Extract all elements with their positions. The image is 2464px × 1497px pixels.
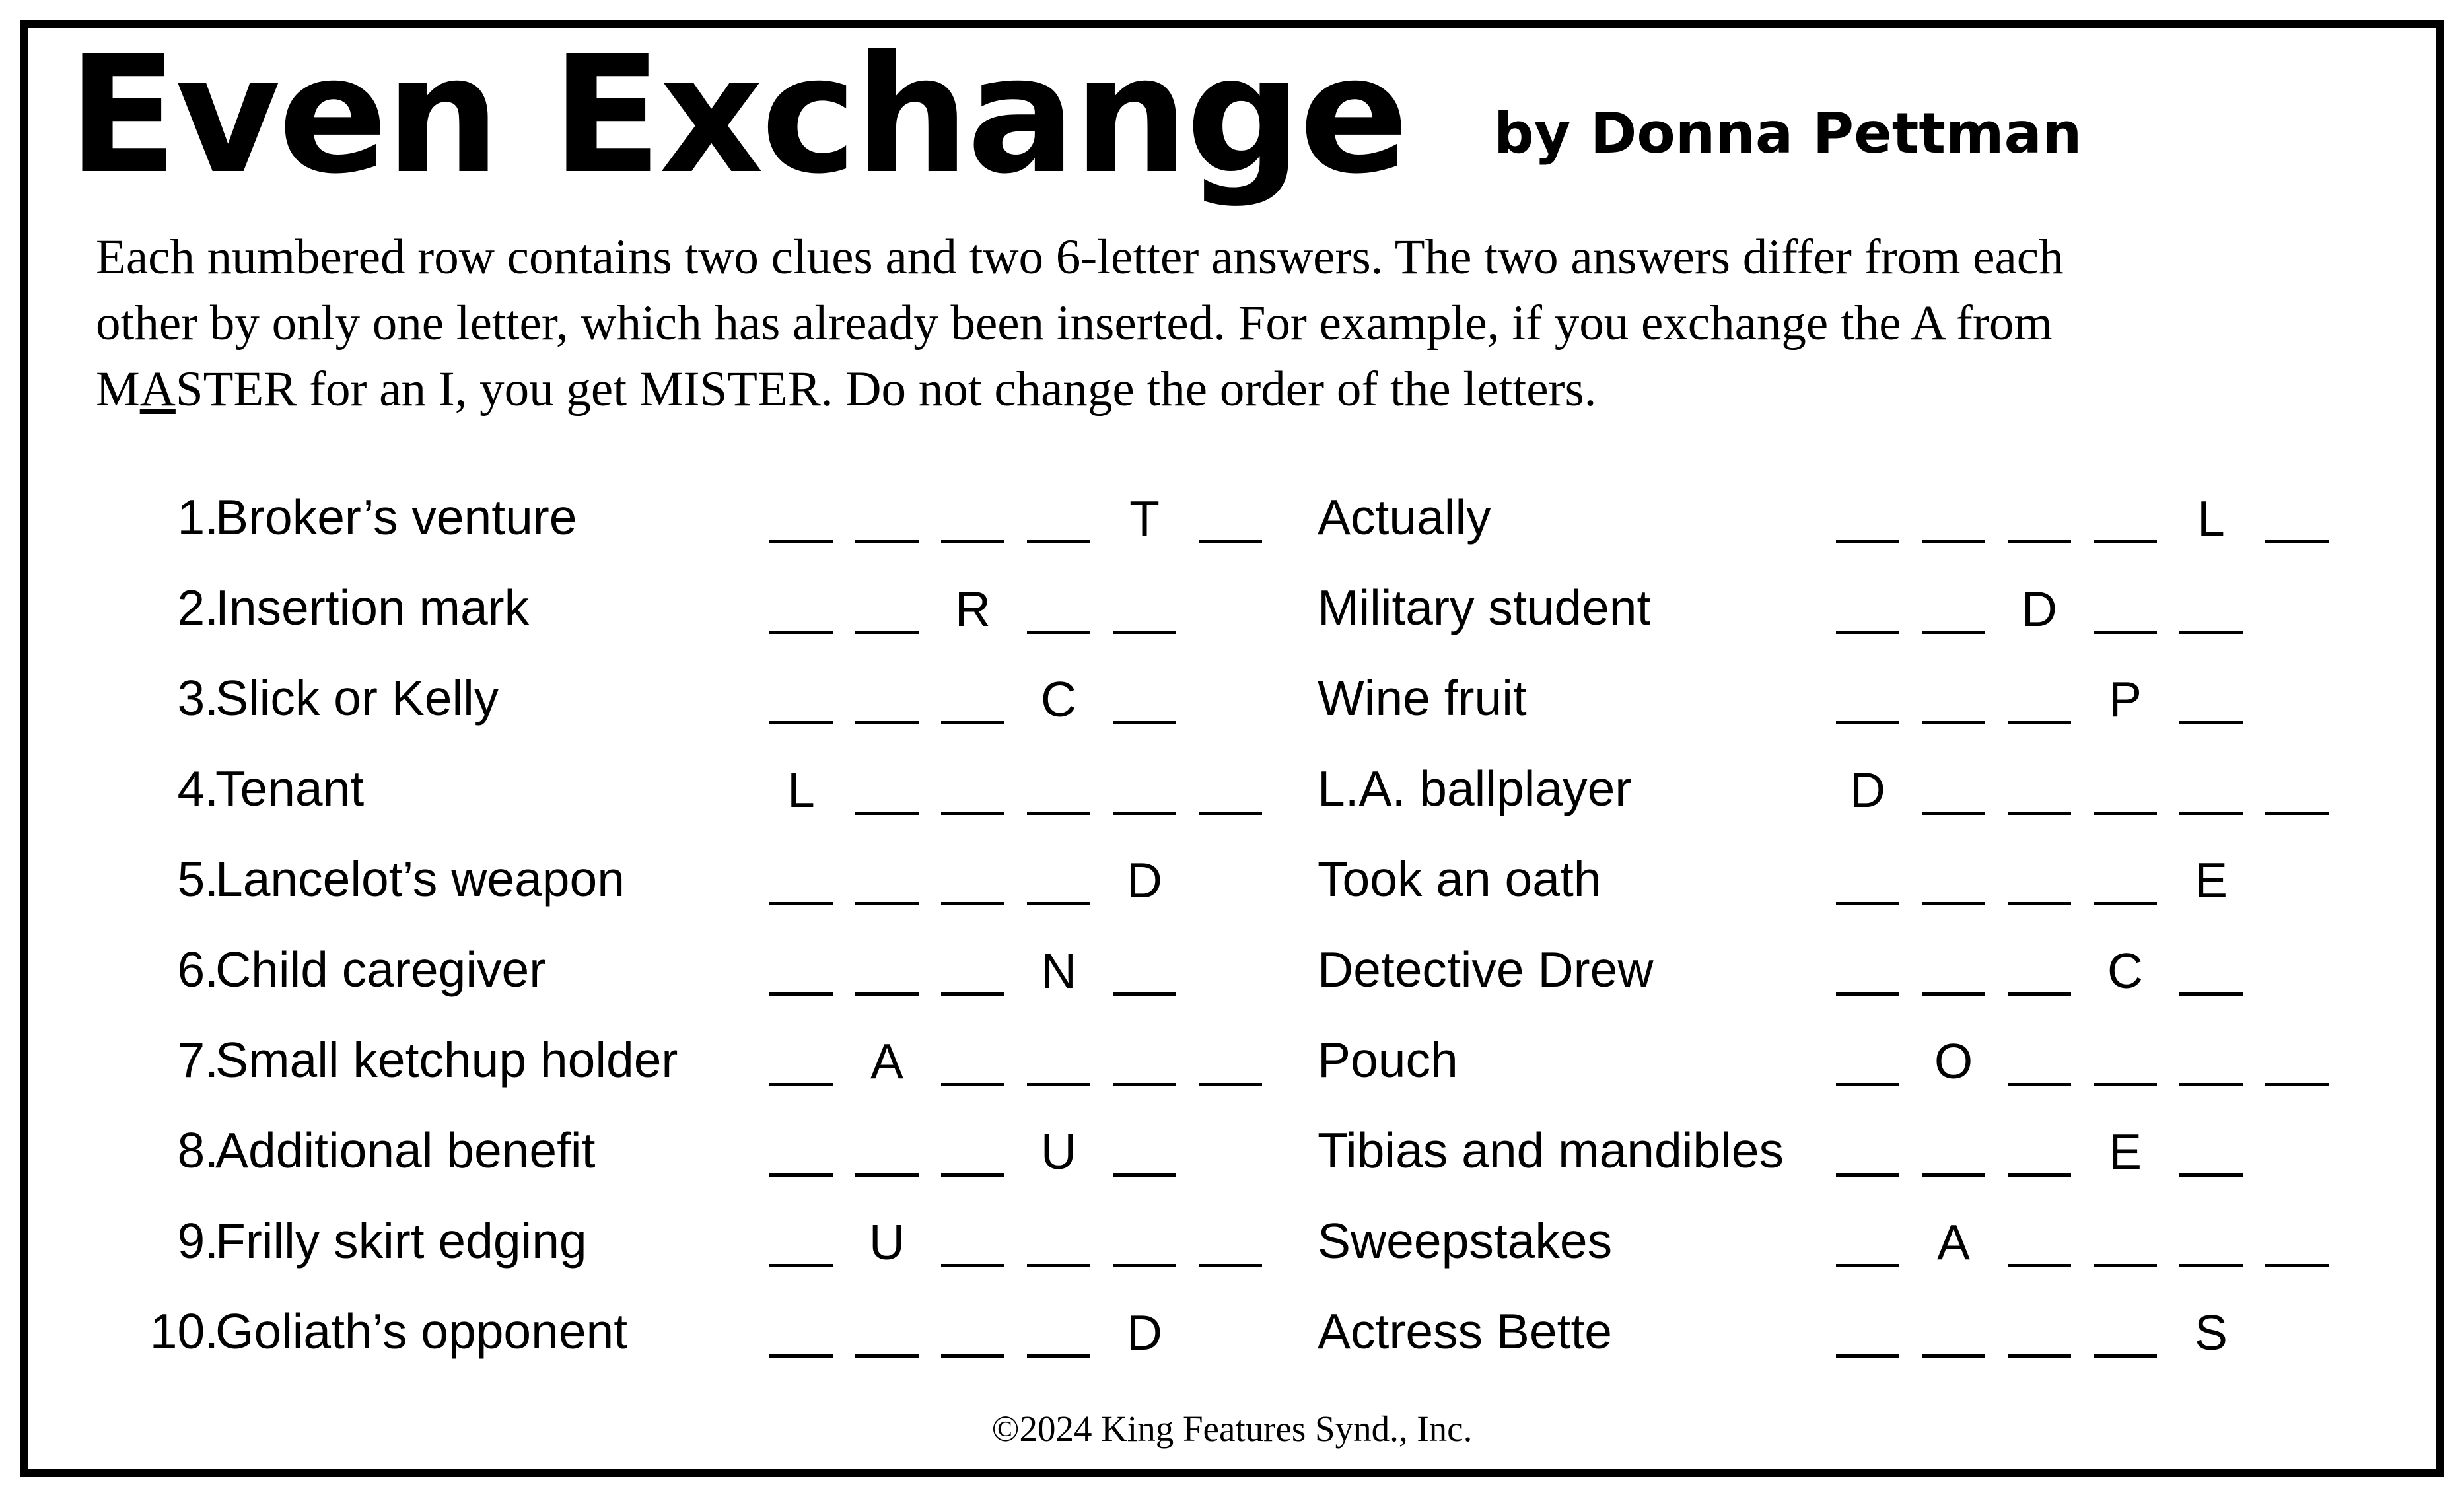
answer-blank[interactable]	[2094, 760, 2157, 815]
clue-right: Actress Bette	[1318, 1304, 1613, 1359]
answer-blank[interactable]	[1922, 851, 1985, 905]
answer-blank[interactable]	[2008, 941, 2071, 996]
answer-blank[interactable]	[2179, 1122, 2243, 1177]
answer-blank[interactable]	[1113, 670, 1176, 724]
row-number: 6.	[177, 942, 219, 997]
instructions	[96, 225, 2354, 423]
answer-blank[interactable]	[2179, 670, 2243, 724]
answer-blank[interactable]	[1922, 489, 1985, 543]
answer-blank[interactable]	[2179, 579, 2243, 634]
clue-right: Actually	[1318, 489, 1491, 545]
given-letter: D	[1126, 1305, 1163, 1360]
answer-blank[interactable]	[1113, 1122, 1176, 1177]
clue-left: Broker’s venture	[215, 489, 577, 545]
clue-right: Tibias and mandibles	[1318, 1123, 1784, 1178]
given-letter: P	[2108, 672, 2142, 727]
clue-row	[0, 1018, 2464, 1109]
answer-blank[interactable]	[1922, 941, 1985, 996]
answer-blank[interactable]	[1836, 489, 1899, 543]
answer-blank[interactable]	[769, 1212, 833, 1267]
answer-blank[interactable]	[1836, 670, 1899, 724]
clue-left: Additional benefit	[215, 1123, 596, 1178]
answer-blank[interactable]	[941, 1303, 1004, 1358]
answer-blank[interactable]	[1836, 579, 1899, 634]
answer-blank[interactable]	[1199, 1031, 1262, 1086]
answer-blank[interactable]	[1027, 1303, 1090, 1358]
puzzle-title: Even Exchange	[67, 21, 1407, 209]
answer-blank[interactable]	[2008, 1031, 2071, 1086]
given-letter: R	[954, 581, 991, 637]
clue-right: Military student	[1318, 580, 1651, 635]
copyright-footer: ©2024 King Features Synd., Inc.	[991, 1409, 1473, 1449]
answer-blank[interactable]	[2179, 1031, 2243, 1086]
given-letter: A	[1936, 1214, 1971, 1270]
answer-blank[interactable]	[769, 941, 833, 996]
answer-blank[interactable]	[2094, 851, 2157, 905]
answer-blank[interactable]	[941, 1122, 1004, 1177]
row-number: 4.	[177, 761, 219, 816]
answer-blank[interactable]	[769, 1031, 833, 1086]
answer-blank[interactable]	[2008, 670, 2071, 724]
given-letter: S	[2194, 1305, 2228, 1360]
answer-blank[interactable]	[1113, 579, 1176, 634]
given-letter: E	[2194, 853, 2228, 908]
row-number: 9.	[177, 1213, 219, 1269]
row-number: 2.	[177, 580, 219, 635]
answer-blank[interactable]	[2094, 579, 2157, 634]
answer-blank[interactable]	[2265, 760, 2329, 815]
answer-blank[interactable]	[1836, 941, 1899, 996]
answer-blank[interactable]	[941, 489, 1004, 543]
answer-blank[interactable]	[1113, 1031, 1176, 1086]
answer-blank[interactable]	[2179, 760, 2243, 815]
answer-blank[interactable]	[855, 579, 919, 634]
given-letter: T	[1129, 491, 1160, 546]
answer-blank[interactable]	[769, 1303, 833, 1358]
answer-blank[interactable]	[941, 941, 1004, 996]
answer-blank[interactable]	[1922, 1122, 1985, 1177]
instructions-line: Each numbered row contains two clues and two 6-letter answers. The two answers differ from each	[96, 230, 2064, 285]
answer-blank[interactable]	[1922, 760, 1985, 815]
answer-blank[interactable]	[2008, 1122, 2071, 1177]
clue-right: Pouch	[1318, 1032, 1458, 1088]
answer-blank[interactable]	[1113, 760, 1176, 815]
given-letter: E	[2108, 1124, 2142, 1179]
answer-blank[interactable]	[769, 489, 833, 543]
clue-right: Took an oath	[1318, 851, 1602, 907]
answer-blank[interactable]	[2265, 1031, 2329, 1086]
answer-blank[interactable]	[2179, 941, 2243, 996]
clue-left: Frilly skirt edging	[215, 1213, 587, 1269]
answer-blank[interactable]	[1836, 1303, 1899, 1358]
answer-blank[interactable]	[1027, 579, 1090, 634]
clue-left: Small ketchup holder	[215, 1032, 678, 1088]
clue-row	[0, 1199, 2464, 1290]
answer-blank[interactable]	[855, 489, 919, 543]
answer-blank[interactable]	[2094, 1212, 2157, 1267]
clue-row	[0, 1109, 2464, 1199]
answer-blank[interactable]	[1027, 489, 1090, 543]
given-letter: L	[787, 762, 815, 818]
clue-left: Slick or Kelly	[215, 670, 499, 726]
row-number: 1.	[177, 489, 219, 545]
answer-blank[interactable]	[1027, 1212, 1090, 1267]
answer-blank[interactable]	[1199, 489, 1262, 543]
answer-blank[interactable]	[2179, 1212, 2243, 1267]
answer-blank[interactable]	[1836, 1212, 1899, 1267]
answer-blank[interactable]	[941, 760, 1004, 815]
clue-left: Goliath’s opponent	[215, 1304, 628, 1359]
answer-blank[interactable]	[1922, 579, 1985, 634]
clue-left: Tenant	[215, 761, 365, 816]
given-letter: U	[1040, 1124, 1077, 1179]
clue-row	[0, 837, 2464, 928]
answer-blank[interactable]	[2265, 1212, 2329, 1267]
clue-left: Insertion mark	[215, 580, 530, 635]
answer-blank[interactable]	[2008, 760, 2071, 815]
given-letter: A	[870, 1033, 904, 1089]
given-letter: N	[1040, 943, 1077, 998]
given-letter: L	[2197, 491, 2225, 546]
given-letter: D	[2021, 581, 2058, 637]
row-number: 10.	[149, 1304, 219, 1359]
answer-blank[interactable]	[1113, 941, 1176, 996]
clue-right: Detective Drew	[1318, 942, 1654, 997]
clue-rows	[0, 475, 2464, 1380]
clue-row	[0, 475, 2464, 566]
clue-right: Wine fruit	[1318, 670, 1527, 726]
answer-blank[interactable]	[1199, 1212, 1262, 1267]
answer-blank[interactable]	[941, 851, 1004, 905]
answer-blank[interactable]	[1922, 1303, 1985, 1358]
answer-blank[interactable]	[855, 941, 919, 996]
answer-blank[interactable]	[1836, 1122, 1899, 1177]
answer-blank[interactable]	[2265, 489, 2329, 543]
clue-row	[0, 656, 2464, 747]
answer-blank[interactable]	[769, 579, 833, 634]
answer-blank[interactable]	[941, 1212, 1004, 1267]
answer-blank[interactable]	[2094, 489, 2157, 543]
answer-blank[interactable]	[1836, 1031, 1899, 1086]
instructions-text: STER for an I, you get MISTER. Do not change the order of the letters.	[175, 362, 1597, 417]
answer-blank[interactable]	[855, 1122, 919, 1177]
clue-left: Lancelot’s weapon	[215, 851, 625, 907]
answer-blank[interactable]	[1836, 851, 1899, 905]
answer-blank[interactable]	[2094, 1303, 2157, 1358]
answer-blank[interactable]	[769, 670, 833, 724]
answer-blank[interactable]	[2094, 1031, 2157, 1086]
answer-blank[interactable]	[941, 1031, 1004, 1086]
instructions-text: M	[96, 362, 140, 417]
answer-blank[interactable]	[1027, 760, 1090, 815]
row-number: 7.	[177, 1032, 219, 1088]
clue-right: L.A. ballplayer	[1318, 761, 1632, 816]
instructions-line	[96, 357, 2354, 423]
answer-blank[interactable]	[2008, 851, 2071, 905]
given-letter: C	[2107, 943, 2144, 998]
answer-blank[interactable]	[855, 1303, 919, 1358]
given-letter: O	[1934, 1033, 1973, 1089]
clue-right: Sweepstakes	[1318, 1213, 1613, 1269]
clue-row	[0, 928, 2464, 1018]
given-letter: D	[1849, 762, 1886, 818]
answer-blank[interactable]	[2008, 489, 2071, 543]
given-letter: U	[868, 1214, 905, 1270]
row-number: 5.	[177, 851, 219, 907]
answer-blank[interactable]	[941, 670, 1004, 724]
underlined-letter: A	[139, 362, 176, 417]
answer-blank[interactable]	[1199, 760, 1262, 815]
row-number: 3.	[177, 670, 219, 726]
instructions-line: other by only one letter, which has already been inserted. For example, if you exchange the A from	[96, 296, 2053, 351]
given-letter: C	[1040, 672, 1077, 727]
answer-blank[interactable]	[1027, 851, 1090, 905]
answer-blank[interactable]	[855, 760, 919, 815]
clue-row	[0, 566, 2464, 656]
given-letter: D	[1126, 853, 1163, 908]
answer-blank[interactable]	[855, 670, 919, 724]
clue-row	[0, 1290, 2464, 1380]
clue-left: Child caregiver	[215, 942, 546, 997]
row-number: 8.	[177, 1123, 219, 1178]
answer-blank[interactable]	[769, 851, 833, 905]
answer-blank[interactable]	[1922, 670, 1985, 724]
answer-blank[interactable]	[1113, 1212, 1176, 1267]
answer-blank[interactable]	[769, 1122, 833, 1177]
clue-row	[0, 747, 2464, 837]
answer-blank[interactable]	[2008, 1212, 2071, 1267]
author-byline: by Donna Pettman	[1494, 101, 2082, 166]
answer-blank[interactable]	[1027, 1031, 1090, 1086]
answer-blank[interactable]	[2008, 1303, 2071, 1358]
answer-blank[interactable]	[855, 851, 919, 905]
